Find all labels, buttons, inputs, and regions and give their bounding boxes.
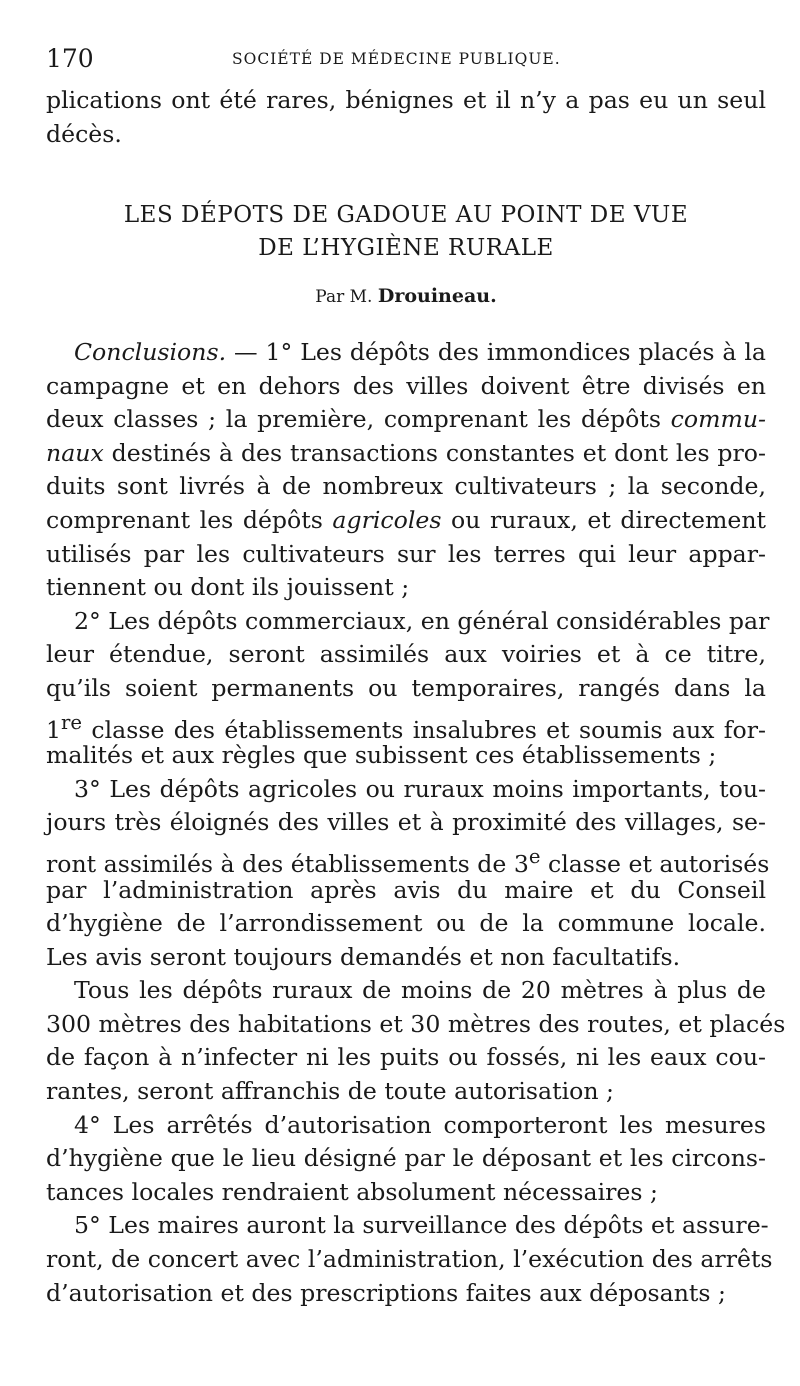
paragraph-line: d’hygiène de l’arrondissement ou de la commune locale. [46, 909, 766, 938]
byline [46, 280, 766, 315]
conclusions-label: Conclusions. [74, 338, 227, 366]
article-body [46, 336, 786, 1310]
intro-line: plications ont été rares, bénignes et il n’y a pas eu un seul [46, 86, 766, 114]
paragraph-line: ront assimilés à des établissements de 3e classe et autorisés [46, 844, 770, 878]
paragraph-line: 300 mètres des habitations et 30 mètres des routes, et placés [46, 1009, 786, 1038]
paragraph-line: 4° Les arrêtés d’autorisation comporteront les mesures [74, 1110, 766, 1139]
page-number: 170 [46, 44, 94, 73]
paragraph-line: rantes, seront affranchis de toute autorisation ; [46, 1077, 614, 1106]
intro-line: décès. [46, 119, 122, 148]
paragraph-line: jours très éloignés des villes et à proximité des villages, se- [46, 808, 766, 837]
paragraph-line: naux destinés à des transactions constantes et dont les pro- [46, 438, 766, 467]
paragraph-line: 1re classe des établissements insalubres et soumis aux for- [46, 710, 766, 744]
paragraph-line: deux classes ; la première, comprenant les dépôts commu- [46, 405, 766, 434]
paragraph-line: par l’administration après avis du maire et du Conseil [46, 875, 766, 904]
paragraph-line: leur étendue, seront assimilés aux voiries et à ce titre, [46, 640, 766, 669]
paragraph-line: qu’ils soient permanents ou temporaires, rangés dans la [46, 673, 766, 702]
paragraph-line: Tous les dépôts ruraux de moins de 20 mètres à plus de [74, 976, 766, 1005]
paragraph-line: 5° Les maires auront la surveillance des dépôts et assure- [74, 1211, 769, 1240]
article-title: LES DÉPOTS DE GADOUE AU POINT DE VUE [123, 202, 689, 228]
paragraph-line: de façon à n’infecter ni les puits ou fossés, ni les eaux cou- [46, 1043, 766, 1072]
paragraph-line: campagne et en dehors des villes doivent être divisés en [46, 371, 766, 400]
paragraph-line: malités et aux règles que subissent ces établissements ; [46, 741, 717, 770]
paragraph-line: 3° Les dépôts agricoles ou ruraux moins importants, tou- [74, 774, 766, 803]
paragraph-line: tiennent ou dont ils jouissent ; [46, 573, 410, 602]
paragraph-line: d’autorisation et des prescriptions faites aux déposants ; [46, 1278, 726, 1307]
paragraph-line: d’hygiène que le lieu désigné par le déposant et les circons- [46, 1144, 766, 1173]
paragraph-line: Conclusions. — 1° Les dépôts des immondices placés à la [74, 338, 766, 366]
paragraph-line: comprenant les dépôts agricoles ou ruraux, et directement [46, 505, 766, 534]
paragraph-line: tances locales rendraient absolument nécessaires ; [46, 1177, 658, 1206]
page-header [46, 44, 760, 74]
paragraph-line: utilisés par les cultivateurs sur les terres qui leur appar- [46, 539, 766, 568]
paragraph-line: Les avis seront toujours demandés et non facultatifs. [46, 942, 681, 971]
running-title: SOCIÉTÉ DE MÉDECINE PUBLIQUE. [232, 50, 561, 68]
paragraph-line: ront, de concert avec l’administration, l’exécution des arrêts [46, 1245, 773, 1274]
author-name: Drouineau. [377, 285, 497, 307]
paragraph-line: duits sont livrés à de nombreux cultivateurs ; la seconde, [46, 472, 766, 501]
article-subtitle: DE L’HYGIÈNE RURALE [258, 235, 554, 261]
byline-prefix: Par M. [315, 287, 373, 307]
page-text [46, 84, 786, 1307]
paragraph-line: 2° Les dépôts commerciaux, en général considérables par [74, 606, 770, 635]
